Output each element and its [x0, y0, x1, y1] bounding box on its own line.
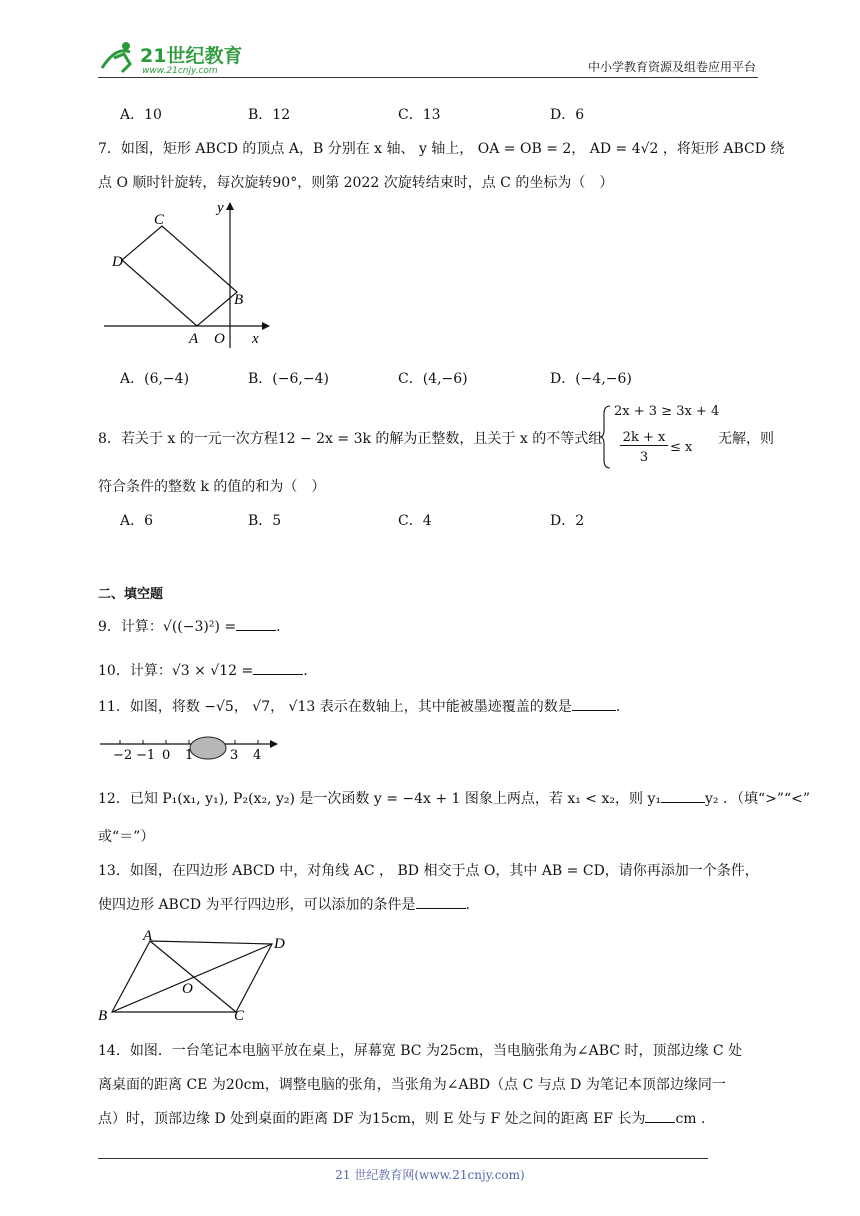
q10-answer-blank[interactable] [253, 660, 303, 675]
q12-line2: 或“＝”） [98, 829, 155, 845]
q8-fraction-denominator: 3 [639, 450, 649, 465]
q11-tick: −1 [136, 748, 156, 763]
q9 [98, 616, 762, 638]
q13-label-d: D [274, 936, 285, 952]
q8-option-b: B．5 [248, 513, 282, 529]
q13-label-b: B [98, 1008, 108, 1024]
q9-answer-blank[interactable] [236, 616, 276, 631]
q13-figure [96, 926, 306, 1026]
q7-figure [96, 196, 276, 356]
q11-number-line [96, 732, 286, 766]
q13-label-a: A [143, 928, 153, 944]
svg-text:www.21cnjy.com: www.21cnjy.com [142, 66, 218, 76]
q9-suffix: . [276, 619, 281, 635]
q11-answer-blank[interactable] [572, 696, 616, 711]
q13-suffix: . [465, 897, 470, 913]
q12-line1 [98, 788, 811, 810]
q8-inequality-2-rel: ≤ x [670, 440, 693, 455]
q13-line1: 13．如图，在四边形 ABCD 中，对角线 AC ， BD 相交于点 O，其中 AB = CD，请你再添加一个条件， [98, 863, 759, 879]
platform-name: 中小学教育资源及组卷应用平台 [587, 60, 756, 74]
q8-text-line2: 符合条件的整数 k 的值的和为（ ） [98, 479, 326, 495]
svg-text:21世纪教育: 21世纪教育 [140, 45, 243, 67]
q14-line3 [98, 1108, 762, 1130]
q7-option-c: C．(4,−6) [398, 371, 468, 387]
q11 [98, 696, 762, 718]
ink-blot [190, 737, 226, 759]
q8-text-line1: 8．若关于 x 的一元一次方程12 − 2x = 3k 的解为正整数，且关于 x 的不等式组 [98, 431, 603, 447]
q11-text: 11．如图，将数 −√5， √7， √13 表示在数轴上，其中能被墨迹覆盖的数是 [98, 699, 572, 715]
q6-options [98, 104, 762, 126]
q7-label-b: B [234, 292, 244, 308]
q10-expr: √3 × √12 = [171, 663, 254, 679]
q11-suffix: . [615, 699, 621, 715]
q8-option-c: C．4 [398, 513, 432, 529]
header-rule [98, 77, 758, 78]
q7-label-d: D [112, 254, 123, 270]
q10 [98, 660, 762, 682]
site-logo [96, 38, 256, 78]
q7-label-a: A [189, 331, 199, 347]
q7-option-d: D．(−4,−6) [550, 371, 632, 387]
footer-text: 21 世纪教育网(www.21cnjy.com) [335, 1168, 525, 1182]
q12-answer-blank[interactable] [661, 788, 705, 803]
q13-text: 使四边形 ABCD 为平行四边形，可以添加的条件是 [98, 897, 416, 913]
q9-expr: √((−3)²) = [162, 619, 237, 635]
section-title: 二、填空题 [98, 587, 164, 602]
q8-fraction-numerator: 2k + x [620, 430, 668, 446]
q12-text-a: 12．已知 P₁(x₁, y₁), P₂(x₂, y₂) 是一次函数 y = −4x + 1 图象上两点，若 x₁ < x₂，则 y₁ [98, 791, 661, 807]
q13-line2 [98, 894, 762, 916]
q6-option-a: A．10 [120, 107, 162, 123]
q9-prefix: 9．计算： [98, 619, 163, 635]
q13-answer-blank[interactable] [416, 894, 466, 909]
q14-text: 点）时，顶部边缘 D 处到桌面的距离 DF 为15cm，则 E 处与 F 处之间的距离 EF 长为 [98, 1111, 646, 1127]
q11-tick: 1 [185, 748, 194, 763]
q8-inequality-1: 2x + 3 ≥ 3x + 4 [614, 404, 720, 419]
q12-text-b: y₂ ．（填“>”“<” [704, 791, 811, 807]
q13-label-c: C [234, 1008, 245, 1024]
q7-option-a: A．(6,−4) [120, 371, 190, 387]
q8-text-line1-end: 无解，则 [718, 431, 774, 447]
q8-option-a: A．6 [120, 513, 154, 529]
q14-answer-blank[interactable] [645, 1108, 675, 1123]
q7-option-b: B．(−6,−4) [248, 371, 329, 387]
q13-label-o: O [182, 981, 193, 997]
q14-line1: 14．如图．一台笔记本电脑平放在桌上，屏幕宽 BC 为25cm，当电脑张角为∠ABC 时，顶部边缘 C 处 [98, 1043, 743, 1059]
q7-label-c: C [154, 212, 165, 228]
q7-text-line1: 7．如图，矩形 ABCD 的顶点 A，B 分别在 x 轴、 y 轴上， OA = OB = 2， AD = 4√2 ，将矩形 ABCD 绕 [98, 141, 785, 157]
footer-rule [98, 1158, 708, 1159]
q11-tick: 0 [162, 748, 171, 763]
q8-inequality-system [600, 404, 720, 470]
q7-text-line2: 点 O 顺时针旋转，每次旋转90°，则第 2022 次旋转结束时，点 C 的坐标为（ ） [98, 175, 614, 191]
q6-option-c: C．13 [398, 107, 441, 123]
q7-label-y: y [217, 200, 224, 216]
q10-prefix: 10．计算： [98, 663, 172, 679]
q14-line2: 离桌面的距离 CE 为20cm，调整电脑的张角，当张角为∠ABD（点 C 与点 D 为笔记本顶部边缘同一 [98, 1077, 726, 1093]
q11-tick: −2 [113, 748, 133, 763]
q8-option-d: D．2 [550, 513, 585, 529]
q11-tick: 4 [253, 748, 262, 763]
q7-label-o: O [214, 331, 225, 347]
q11-tick: 3 [230, 748, 239, 763]
q14-unit: cm . [675, 1111, 706, 1127]
q7-label-x: x [252, 331, 259, 347]
q6-option-b: B．12 [248, 107, 291, 123]
q10-suffix: . [303, 663, 308, 679]
q6-option-d: D．6 [550, 107, 585, 123]
